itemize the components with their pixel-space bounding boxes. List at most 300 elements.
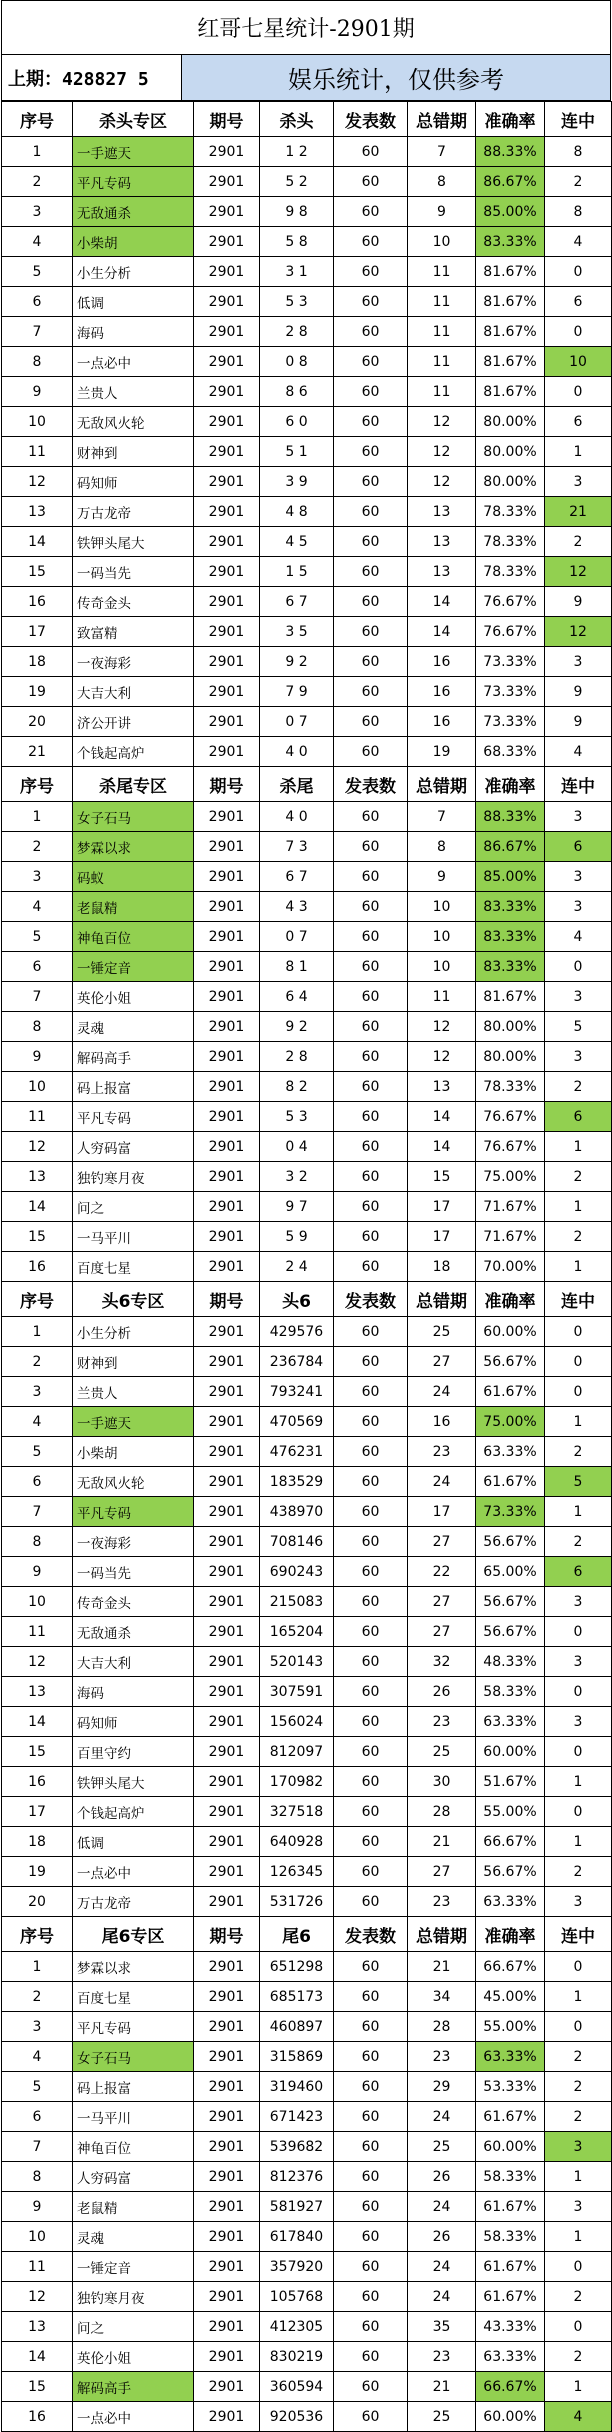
row-accuracy: 83.33%: [476, 227, 545, 257]
row-value: 531726: [260, 1887, 334, 1917]
row-value: 539682: [260, 2132, 334, 2162]
row-issue: 2901: [194, 1252, 260, 1282]
row-posts: 60: [334, 892, 408, 922]
row-errors: 10: [408, 227, 476, 257]
row-accuracy: 71.67%: [476, 1222, 545, 1252]
col-errors-header: 总错期: [408, 102, 476, 137]
row-value: 470569: [260, 1407, 334, 1437]
row-errors: 21: [408, 2372, 476, 2402]
row-index: 15: [2, 1737, 73, 1767]
row-index: 1: [2, 1952, 73, 1982]
row-value: 3 9: [260, 467, 334, 497]
row-value: 4 8: [260, 497, 334, 527]
table-row: [2, 1222, 612, 1252]
row-name: 兰贵人: [73, 377, 194, 407]
row-value: 1 2: [260, 137, 334, 167]
row-index: 20: [2, 1887, 73, 1917]
row-name: 个钱起高炉: [73, 1797, 194, 1827]
row-errors: 26: [408, 1677, 476, 1707]
table-row: [2, 2192, 612, 2222]
row-accuracy: 60.00%: [476, 1317, 545, 1347]
row-index: 18: [2, 647, 73, 677]
row-errors: 24: [408, 2252, 476, 2282]
row-name: 百度七星: [73, 1252, 194, 1282]
row-index: 5: [2, 257, 73, 287]
table-row: [2, 2312, 612, 2342]
row-errors: 23: [408, 1887, 476, 1917]
table-row: [2, 1737, 612, 1767]
row-value: 429576: [260, 1317, 334, 1347]
table-row: [2, 497, 612, 527]
row-streak: 2: [545, 167, 612, 197]
row-name: 一马平川: [73, 2102, 194, 2132]
section-header-row: [2, 1282, 612, 1317]
row-accuracy: 83.33%: [476, 922, 545, 952]
row-errors: 17: [408, 1192, 476, 1222]
row-accuracy: 81.67%: [476, 347, 545, 377]
row-index: 7: [2, 1497, 73, 1527]
row-issue: 2901: [194, 1887, 260, 1917]
row-posts: 60: [334, 862, 408, 892]
table-row: [2, 1557, 612, 1587]
row-accuracy: 76.67%: [476, 1102, 545, 1132]
row-name: 灵魂: [73, 2222, 194, 2252]
row-value: 215083: [260, 1587, 334, 1617]
table-row: [2, 1827, 612, 1857]
row-name: 一锤定音: [73, 2252, 194, 2282]
row-index: 15: [2, 2372, 73, 2402]
row-index: 19: [2, 1857, 73, 1887]
row-accuracy: 55.00%: [476, 2012, 545, 2042]
table-row: [2, 1982, 612, 2012]
table-row: [2, 1887, 612, 1917]
row-index: 21: [2, 737, 73, 767]
row-streak: 6: [545, 407, 612, 437]
row-streak: 0: [545, 1952, 612, 1982]
row-streak: 3: [545, 2192, 612, 2222]
row-accuracy: 58.33%: [476, 2162, 545, 2192]
row-name: 女子石马: [73, 2042, 194, 2072]
row-name: 百度七星: [73, 1982, 194, 2012]
row-posts: 60: [334, 677, 408, 707]
row-streak: 2: [545, 1072, 612, 1102]
table-row: [2, 1347, 612, 1377]
row-streak: 3: [545, 647, 612, 677]
previous-issue-result: 上期：428827 5: [2, 55, 182, 100]
row-errors: 24: [408, 2192, 476, 2222]
row-posts: 60: [334, 1557, 408, 1587]
row-name: 百里守约: [73, 1737, 194, 1767]
row-value: 412305: [260, 2312, 334, 2342]
col-streak-header: 连中: [545, 1917, 612, 1952]
row-errors: 16: [408, 1407, 476, 1437]
row-name: 财神到: [73, 437, 194, 467]
row-errors: 26: [408, 2162, 476, 2192]
row-issue: 2901: [194, 1192, 260, 1222]
row-streak: 3: [545, 467, 612, 497]
row-streak: 2: [545, 527, 612, 557]
col-zone-header: 尾6专区: [73, 1917, 194, 1952]
row-index: 2: [2, 832, 73, 862]
row-accuracy: 56.67%: [476, 1617, 545, 1647]
row-errors: 12: [408, 437, 476, 467]
row-issue: 2901: [194, 1317, 260, 1347]
row-value: 460897: [260, 2012, 334, 2042]
row-value: 5 3: [260, 287, 334, 317]
table-row: [2, 587, 612, 617]
row-index: 10: [2, 1072, 73, 1102]
row-value: 685173: [260, 1982, 334, 2012]
row-name: 码知师: [73, 1707, 194, 1737]
row-accuracy: 76.67%: [476, 1132, 545, 1162]
table-row: [2, 922, 612, 952]
row-value: 6 4: [260, 982, 334, 1012]
row-errors: 34: [408, 1982, 476, 2012]
row-posts: 60: [334, 1132, 408, 1162]
row-issue: 2901: [194, 2132, 260, 2162]
row-accuracy: 63.33%: [476, 1707, 545, 1737]
row-index: 15: [2, 1222, 73, 1252]
page: [1, 0, 611, 2432]
row-errors: 12: [408, 1042, 476, 1072]
row-posts: 60: [334, 1677, 408, 1707]
col-zone-header: 杀尾专区: [73, 767, 194, 802]
row-posts: 60: [334, 737, 408, 767]
row-issue: 2901: [194, 1677, 260, 1707]
table-row: [2, 1767, 612, 1797]
row-posts: 60: [334, 1192, 408, 1222]
row-posts: 60: [334, 2342, 408, 2372]
row-streak: 2: [545, 1527, 612, 1557]
row-streak: 1: [545, 2222, 612, 2252]
row-index: 9: [2, 1042, 73, 1072]
col-issue-header: 期号: [194, 1917, 260, 1952]
col-posts-header: 发表数: [334, 1917, 408, 1952]
row-errors: 25: [408, 2402, 476, 2432]
row-index: 9: [2, 1557, 73, 1587]
row-streak: 9: [545, 677, 612, 707]
row-value: 476231: [260, 1437, 334, 1467]
row-streak: 0: [545, 1317, 612, 1347]
row-index: 3: [2, 197, 73, 227]
stats-table-body: [2, 102, 612, 2432]
row-errors: 9: [408, 862, 476, 892]
row-errors: 12: [408, 407, 476, 437]
row-posts: 60: [334, 1317, 408, 1347]
row-issue: 2901: [194, 2312, 260, 2342]
row-errors: 22: [408, 1557, 476, 1587]
row-issue: 2901: [194, 2372, 260, 2402]
row-streak: 1: [545, 1827, 612, 1857]
row-value: 640928: [260, 1827, 334, 1857]
row-issue: 2901: [194, 647, 260, 677]
row-name: 致富精: [73, 617, 194, 647]
table-row: [2, 557, 612, 587]
row-posts: 60: [334, 802, 408, 832]
row-issue: 2901: [194, 287, 260, 317]
table-row: [2, 317, 612, 347]
row-value: 520143: [260, 1647, 334, 1677]
row-accuracy: 65.00%: [476, 1557, 545, 1587]
row-name: 平凡专码: [73, 1102, 194, 1132]
row-issue: 2901: [194, 557, 260, 587]
row-posts: 60: [334, 2132, 408, 2162]
row-name: 一点必中: [73, 2402, 194, 2432]
row-value: 236784: [260, 1347, 334, 1377]
row-value: 170982: [260, 1767, 334, 1797]
row-name: 无敌风火轮: [73, 407, 194, 437]
row-streak: 0: [545, 1347, 612, 1377]
row-errors: 25: [408, 1737, 476, 1767]
row-value: 9 2: [260, 647, 334, 677]
row-issue: 2901: [194, 1437, 260, 1467]
row-index: 7: [2, 982, 73, 1012]
row-errors: 23: [408, 2342, 476, 2372]
col-posts-header: 发表数: [334, 1282, 408, 1317]
row-posts: 60: [334, 1072, 408, 1102]
row-issue: 2901: [194, 1587, 260, 1617]
row-name: 无敌通杀: [73, 1617, 194, 1647]
row-streak: 1: [545, 1767, 612, 1797]
table-row: [2, 1192, 612, 1222]
row-accuracy: 48.33%: [476, 1647, 545, 1677]
row-errors: 18: [408, 1252, 476, 1282]
col-value-header: 尾6: [260, 1917, 334, 1952]
row-accuracy: 63.33%: [476, 2342, 545, 2372]
row-name: 小柴胡: [73, 227, 194, 257]
row-issue: 2901: [194, 1827, 260, 1857]
row-issue: 2901: [194, 1647, 260, 1677]
row-index: 1: [2, 137, 73, 167]
row-posts: 60: [334, 407, 408, 437]
table-row: [2, 2102, 612, 2132]
row-index: 2: [2, 1347, 73, 1377]
row-value: 793241: [260, 1377, 334, 1407]
row-value: 327518: [260, 1797, 334, 1827]
row-value: 315869: [260, 2042, 334, 2072]
row-errors: 16: [408, 707, 476, 737]
row-name: 解码高手: [73, 1042, 194, 1072]
row-streak: 8: [545, 197, 612, 227]
row-value: 360594: [260, 2372, 334, 2402]
row-index: 8: [2, 1012, 73, 1042]
row-posts: 60: [334, 707, 408, 737]
row-issue: 2901: [194, 1222, 260, 1252]
row-posts: 60: [334, 137, 408, 167]
row-streak: 2: [545, 2342, 612, 2372]
row-accuracy: 83.33%: [476, 952, 545, 982]
row-posts: 60: [334, 527, 408, 557]
row-issue: 2901: [194, 802, 260, 832]
row-value: 708146: [260, 1527, 334, 1557]
row-posts: 60: [334, 2402, 408, 2432]
table-row: [2, 1377, 612, 1407]
row-issue: 2901: [194, 257, 260, 287]
row-errors: 11: [408, 257, 476, 287]
row-index: 17: [2, 1797, 73, 1827]
row-errors: 10: [408, 952, 476, 982]
row-index: 4: [2, 1407, 73, 1437]
row-streak: 1: [545, 2372, 612, 2402]
row-errors: 17: [408, 1222, 476, 1252]
row-errors: 19: [408, 737, 476, 767]
row-errors: 27: [408, 1527, 476, 1557]
row-index: 7: [2, 2132, 73, 2162]
row-streak: 0: [545, 2252, 612, 2282]
row-posts: 60: [334, 1222, 408, 1252]
row-name: 码蚁: [73, 862, 194, 892]
row-value: 9 7: [260, 1192, 334, 1222]
row-name: 一点必中: [73, 347, 194, 377]
table-row: [2, 2282, 612, 2312]
row-errors: 25: [408, 2132, 476, 2162]
row-index: 3: [2, 2012, 73, 2042]
col-issue-header: 期号: [194, 1282, 260, 1317]
row-errors: 24: [408, 1377, 476, 1407]
row-accuracy: 75.00%: [476, 1162, 545, 1192]
row-streak: 6: [545, 1102, 612, 1132]
row-accuracy: 86.67%: [476, 832, 545, 862]
row-errors: 11: [408, 317, 476, 347]
row-name: 一夜海彩: [73, 647, 194, 677]
row-accuracy: 66.67%: [476, 2372, 545, 2402]
row-name: 梦霖以求: [73, 832, 194, 862]
row-name: 码上报富: [73, 1072, 194, 1102]
row-accuracy: 73.33%: [476, 707, 545, 737]
row-index: 11: [2, 1102, 73, 1132]
row-errors: 15: [408, 1162, 476, 1192]
row-index: 9: [2, 2192, 73, 2222]
table-row: [2, 862, 612, 892]
row-accuracy: 71.67%: [476, 1192, 545, 1222]
row-streak: 0: [545, 257, 612, 287]
row-name: 低调: [73, 1827, 194, 1857]
row-value: 6 7: [260, 862, 334, 892]
row-posts: 60: [334, 1497, 408, 1527]
row-accuracy: 43.33%: [476, 2312, 545, 2342]
row-errors: 28: [408, 1797, 476, 1827]
row-streak: 0: [545, 2312, 612, 2342]
row-name: 个钱起高炉: [73, 737, 194, 767]
row-posts: 60: [334, 1527, 408, 1557]
row-name: 小生分析: [73, 1317, 194, 1347]
row-streak: 3: [545, 1647, 612, 1677]
row-name: 一锤定音: [73, 952, 194, 982]
row-streak: 1: [545, 2162, 612, 2192]
row-index: 8: [2, 1527, 73, 1557]
row-streak: 0: [545, 317, 612, 347]
table-row: [2, 2222, 612, 2252]
row-name: 神龟百位: [73, 2132, 194, 2162]
row-index: 3: [2, 862, 73, 892]
row-name: 平凡专码: [73, 1497, 194, 1527]
row-issue: 2901: [194, 982, 260, 1012]
row-name: 一马平川: [73, 1222, 194, 1252]
row-streak: 6: [545, 832, 612, 862]
row-streak: 1: [545, 1982, 612, 2012]
col-value-header: 杀尾: [260, 767, 334, 802]
row-streak: 8: [545, 137, 612, 167]
row-index: 11: [2, 1617, 73, 1647]
row-index: 15: [2, 557, 73, 587]
row-index: 14: [2, 1707, 73, 1737]
row-value: 3 2: [260, 1162, 334, 1192]
row-posts: 60: [334, 982, 408, 1012]
row-accuracy: 53.33%: [476, 2072, 545, 2102]
row-issue: 2901: [194, 1102, 260, 1132]
row-issue: 2901: [194, 862, 260, 892]
row-value: 651298: [260, 1952, 334, 1982]
row-posts: 60: [334, 2162, 408, 2192]
row-accuracy: 61.67%: [476, 2192, 545, 2222]
row-accuracy: 61.67%: [476, 1467, 545, 1497]
row-accuracy: 45.00%: [476, 1982, 545, 2012]
row-accuracy: 60.00%: [476, 1737, 545, 1767]
row-accuracy: 80.00%: [476, 1042, 545, 1072]
row-index: 4: [2, 227, 73, 257]
row-accuracy: 61.67%: [476, 2282, 545, 2312]
row-name: 女子石马: [73, 802, 194, 832]
row-errors: 11: [408, 347, 476, 377]
row-errors: 26: [408, 2222, 476, 2252]
row-accuracy: 85.00%: [476, 862, 545, 892]
table-row: [2, 1102, 612, 1132]
row-issue: 2901: [194, 1767, 260, 1797]
row-issue: 2901: [194, 2012, 260, 2042]
row-value: 8 6: [260, 377, 334, 407]
row-index: 6: [2, 2102, 73, 2132]
row-posts: 60: [334, 2042, 408, 2072]
row-name: 一点必中: [73, 1857, 194, 1887]
table-row: [2, 2072, 612, 2102]
row-issue: 2901: [194, 137, 260, 167]
col-zone-header: 杀头专区: [73, 102, 194, 137]
row-issue: 2901: [194, 1617, 260, 1647]
table-row: [2, 737, 612, 767]
row-accuracy: 81.67%: [476, 317, 545, 347]
row-streak: 12: [545, 617, 612, 647]
row-name: 低调: [73, 287, 194, 317]
row-errors: 8: [408, 167, 476, 197]
row-value: 9 8: [260, 197, 334, 227]
row-posts: 60: [334, 1377, 408, 1407]
row-errors: 23: [408, 2042, 476, 2072]
row-index: 14: [2, 2342, 73, 2372]
col-posts-header: 发表数: [334, 767, 408, 802]
row-streak: 0: [545, 952, 612, 982]
row-name: 老鼠精: [73, 892, 194, 922]
row-value: 438970: [260, 1497, 334, 1527]
row-accuracy: 70.00%: [476, 1252, 545, 1282]
row-name: 一手遮天: [73, 137, 194, 167]
row-index: 13: [2, 2312, 73, 2342]
row-posts: 60: [334, 617, 408, 647]
row-accuracy: 78.33%: [476, 497, 545, 527]
row-accuracy: 66.67%: [476, 1827, 545, 1857]
row-posts: 60: [334, 1952, 408, 1982]
row-posts: 60: [334, 2192, 408, 2222]
row-issue: 2901: [194, 1072, 260, 1102]
row-posts: 60: [334, 2102, 408, 2132]
row-errors: 10: [408, 892, 476, 922]
row-streak: 3: [545, 982, 612, 1012]
table-row: [2, 677, 612, 707]
section-header-row: [2, 767, 612, 802]
row-accuracy: 56.67%: [476, 1857, 545, 1887]
row-value: 2 8: [260, 317, 334, 347]
row-posts: 60: [334, 647, 408, 677]
row-errors: 24: [408, 2282, 476, 2312]
